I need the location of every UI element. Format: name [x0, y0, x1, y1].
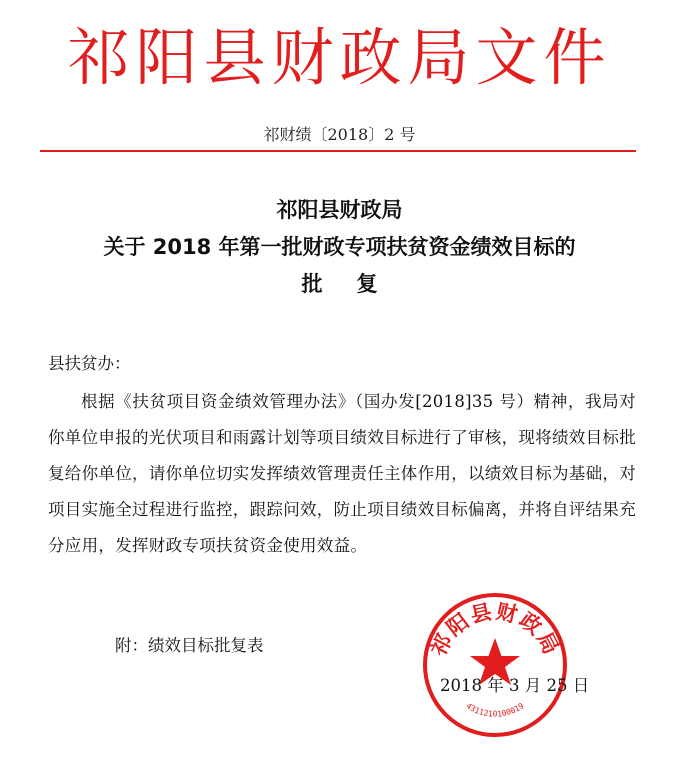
document-title	[0, 192, 679, 303]
body-paragraph: 根据《扶贫项目资金绩效管理办法》（国办发[2018]35 号）精神，我局对你单位申报的光伏项目和雨露计划等项目绩效目标进行了审核，现将绩效目标批复给你单位，请你单位切实发挥绩效管理责任主体作用，以绩效目标为基础，对项目实施全过程进行监控，跟踪问效，防止项目绩效目标偏离，并将自评结果充分应用，发挥财政专项扶贫资金使用效益。	[48, 392, 636, 555]
title-subject: 关于 2018 年第一批财政专项扶贫资金绩效目标的	[103, 235, 576, 259]
official-seal	[420, 590, 570, 740]
addressee: 县扶贫办：	[48, 354, 131, 373]
title-issuer: 祁阳县财政局	[276, 198, 403, 222]
seal-code: 4311210100019	[464, 701, 526, 719]
document-date: 2018 年 3 月 25 日	[440, 676, 590, 695]
seal-text: 祁阳县财政局	[425, 598, 565, 660]
document-number: 祁财绩〔2018〕2 号	[263, 125, 416, 144]
title-reply: 批复	[301, 272, 412, 296]
header-divider	[40, 150, 636, 152]
attachment-note: 附：绩效目标批复表	[115, 636, 264, 655]
document-header-title: 祁阳县财政局文件	[67, 21, 612, 94]
